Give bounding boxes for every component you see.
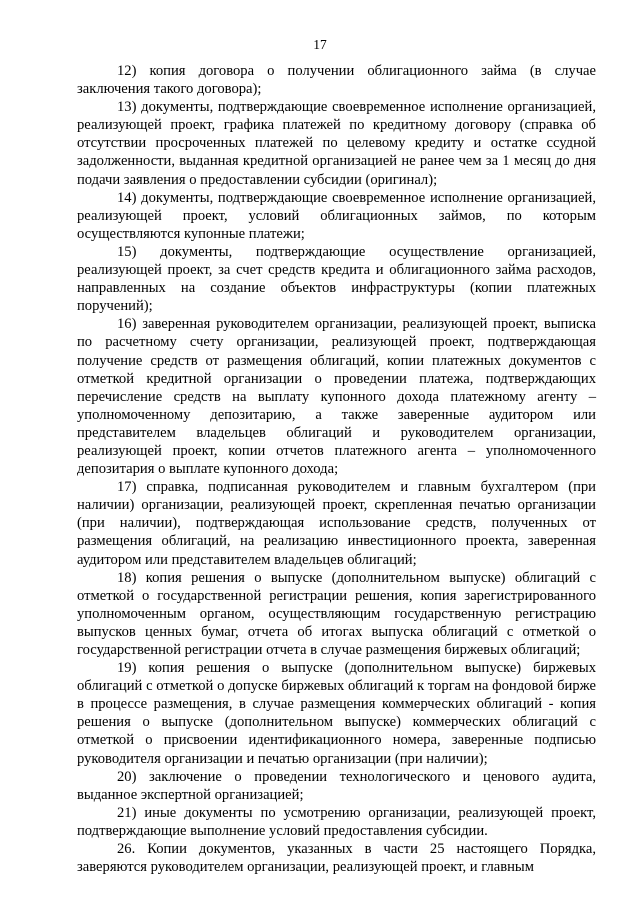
list-item-18: 18) копия решения о выпуске (дополнительном выпуске) облигаций с отметкой о государственной регистрации решения, копия зарегистрированного уполномоченным органом, осуществляющим государственную регистрацию выпусков ценных бумаг, отчета об итогах выпуска облигаций с отметкой о государственной регистрации отчета в случае размещения биржевых облигаций; — [77, 569, 596, 658]
list-item-16: 16) заверенная руководителем организации, реализующей проект, выписка по расчетному счету организации, реализующей проект, подтверждающая получение средств от размещения облигаций, копии платежных документов с отметкой кредитной организации о проведении платежа, подтверждающих перечисление средств на выплату купонного дохода платежному агенту – уполномоченному депозитарию, а также заверенные аудитором или представителем владельцев облигаций и руководителем организации, реализующей проект, копии отчетов платежного агента – уполномоченного депозитария о выплате купонного дохода; — [77, 316, 596, 478]
list-item-19: 19) копия решения о выпуске (дополнительном выпуске) биржевых облигаций с отметкой о допуске биржевых облигаций к торгам на фондовой бирже в процессе размещения, в случае размещения коммерческих облигаций - копия решения о выпуске (дополнительном выпуске) коммерческих облигаций с отметкой о присвоении идентификационного номера, заверенные подписью руководителя организации и печатью организации (при наличии); — [77, 660, 596, 767]
list-item-20: 20) заключение о проведении технологического и ценового аудита, выданное экспертной организацией; — [77, 768, 596, 803]
list-item-14: 14) документы, подтверждающие своевременное исполнение организацией, реализующей проект, условий облигационных займов, по которым осуществляются купонные платежи; — [77, 189, 596, 242]
list-item-17: 17) справка, подписанная руководителем и главным бухгалтером (при наличии) организации, реализующей проект, скрепленная печатью организации (при наличии), подтверждающая использование средств, полученных от размещения облигаций, на реализацию инвестиционного проекта, заверенная аудитором или представителем владельцев облигаций; — [77, 479, 596, 568]
document-body — [77, 62, 596, 876]
list-item-21: 21) иные документы по усмотрению организации, реализующей проект, подтверждающие выполнение условий предоставления субсидии. — [77, 804, 596, 839]
list-item-13: 13) документы, подтверждающие своевременное исполнение организацией, реализующей проект, графика платежей по кредитному договору (справка об отсутствии просроченных платежей по целевому кредиту и остатке ссудной задолженности, выданная кредитной организацией не ранее чем за 1 месяц до дня подачи заявления о предоставлении субсидии (оригинал); — [77, 99, 596, 188]
list-item-15: 15) документы, подтверждающие осуществление организацией, реализующей проект, за счет средств кредита и облигационного займа расходов, направленных на создание объектов инфраструктуры (копии платежных поручений); — [77, 243, 596, 315]
section-26-paragraph: 26. Копии документов, указанных в части 25 настоящего Порядка, заверяются руководителем организации, реализующей проект, и главным — [77, 841, 596, 876]
page-number: 17 — [313, 37, 327, 52]
list-item-12: 12) копия договора о получении облигационного займа (в случае заключения такого договора); — [77, 63, 596, 98]
